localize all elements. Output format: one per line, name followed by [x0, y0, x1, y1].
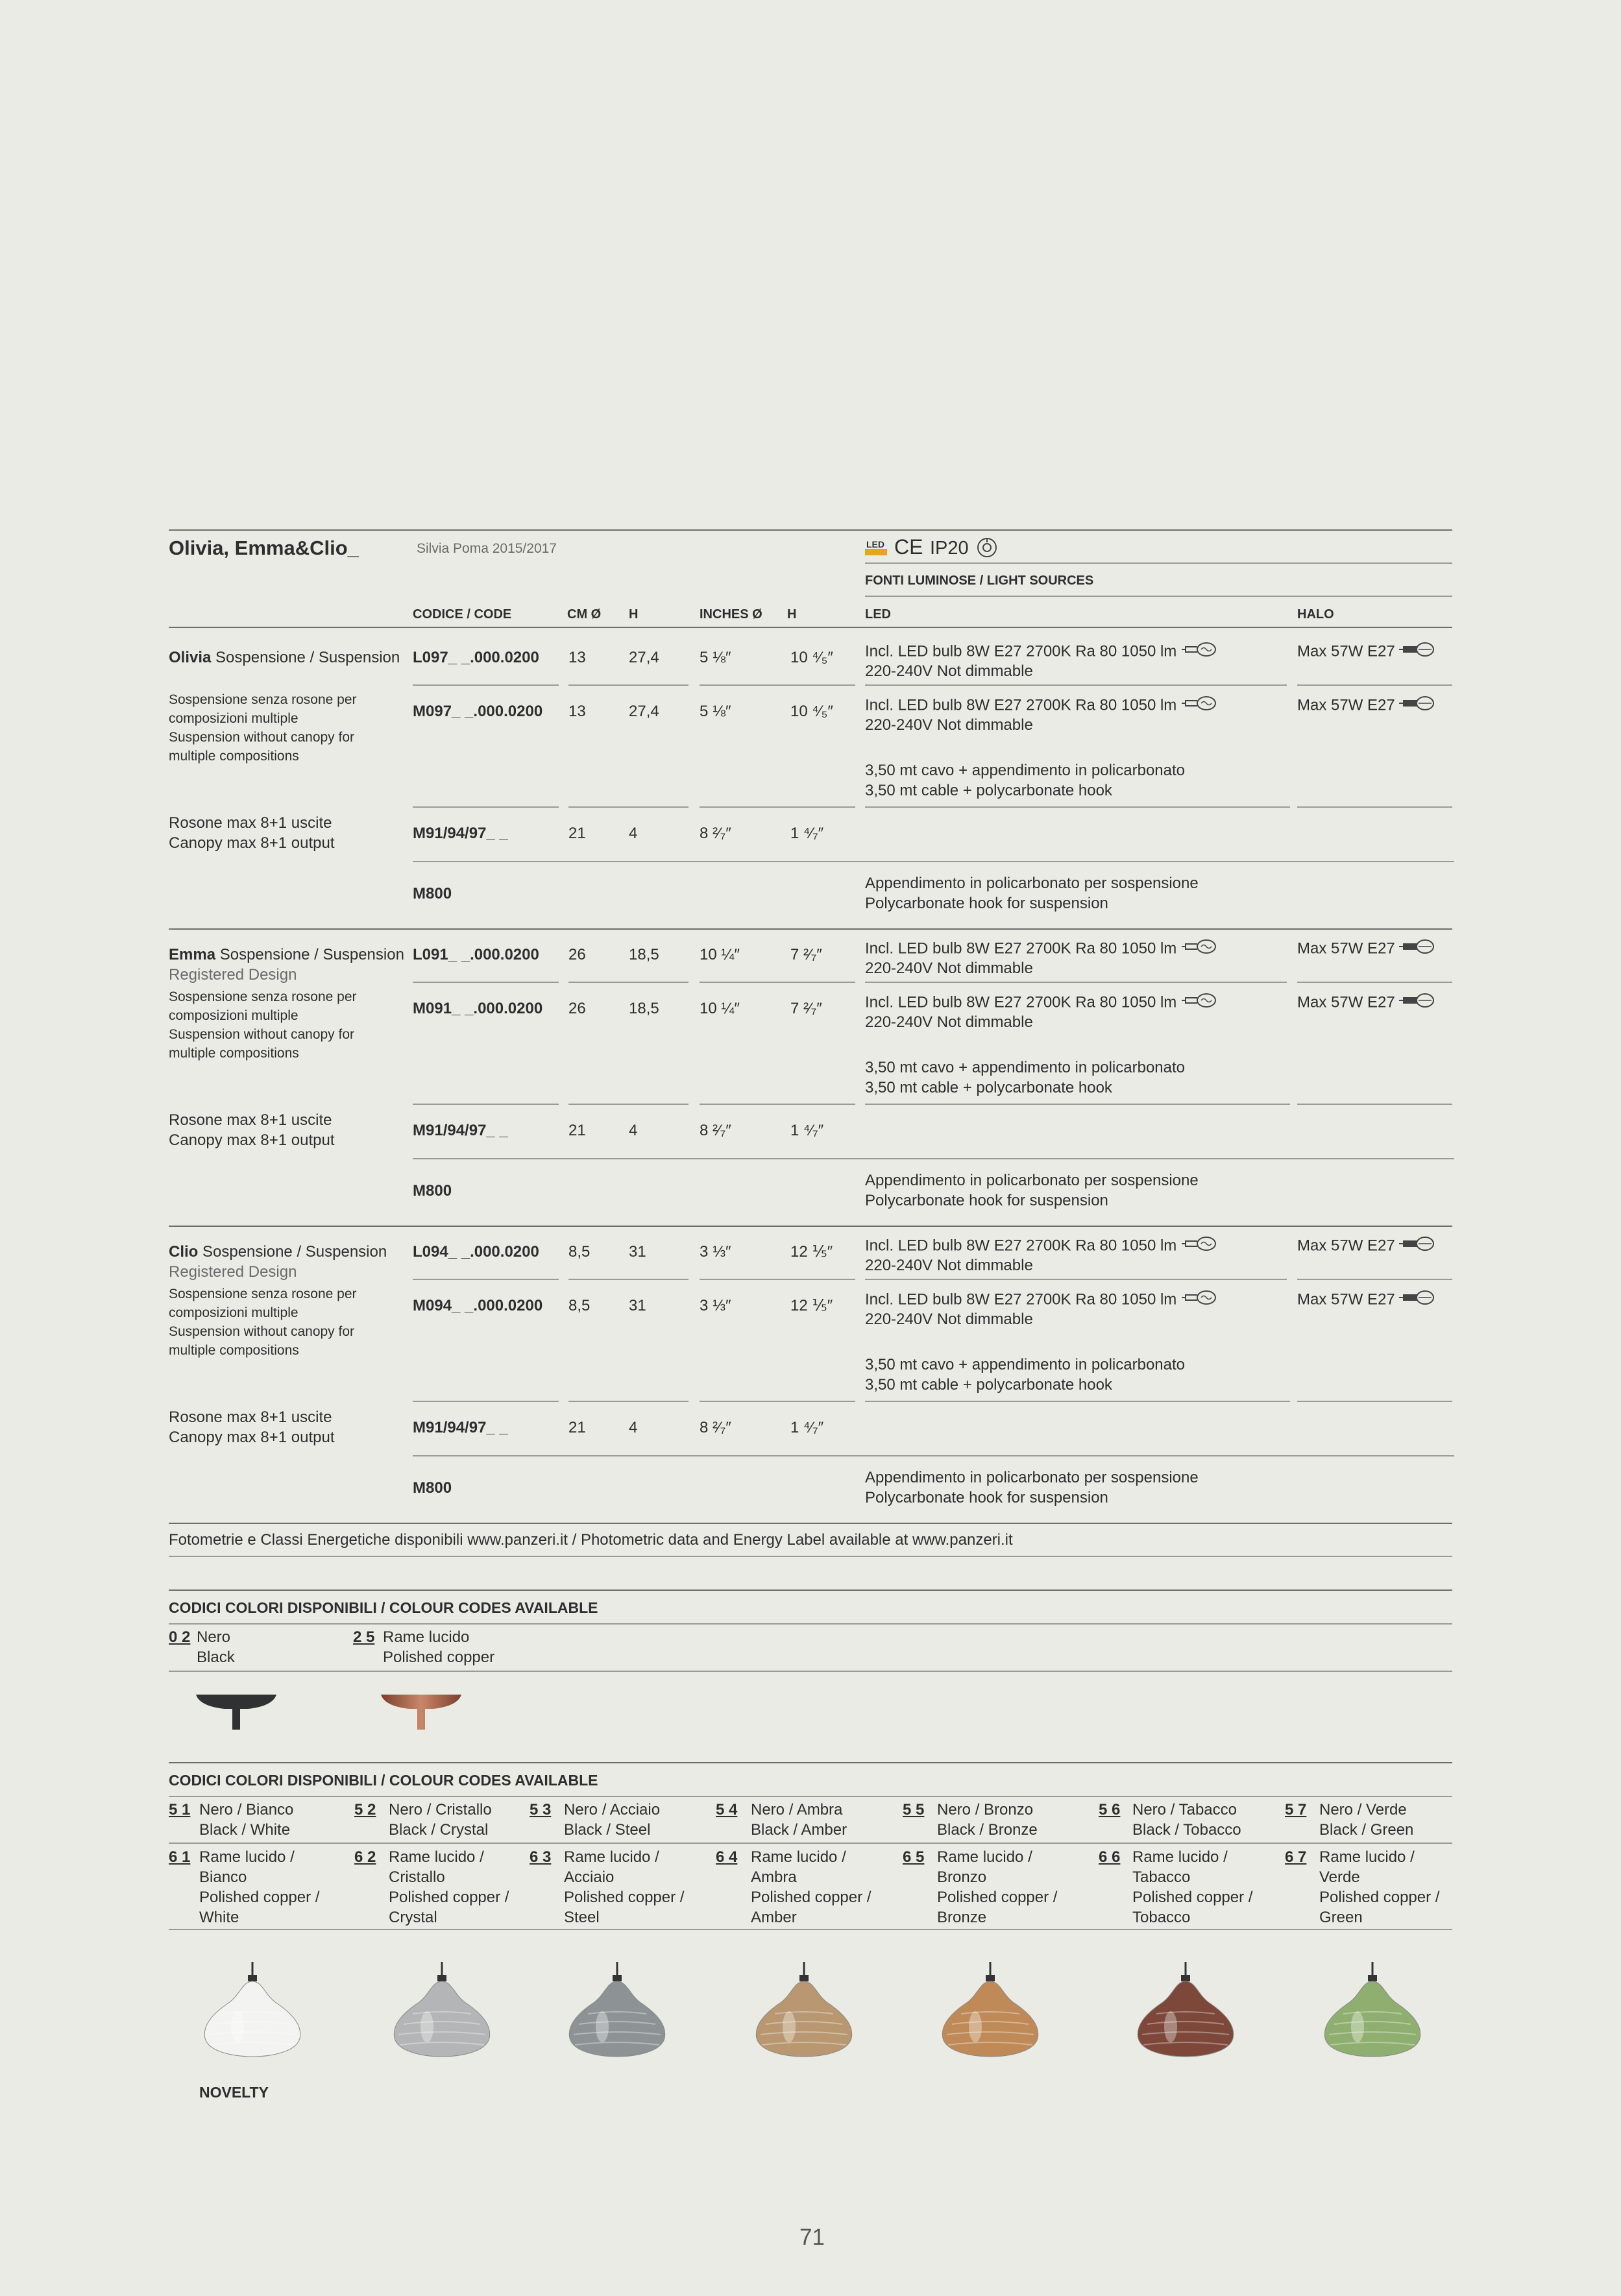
rule	[169, 1589, 1452, 1591]
rule	[413, 1104, 559, 1105]
colour-name: Polished copper /	[937, 1889, 1058, 1906]
colour-code: 5 6	[1099, 1801, 1121, 1819]
rule	[568, 684, 689, 686]
page-number: 71	[799, 2225, 825, 2250]
col-led: LED	[865, 607, 891, 622]
colour-code: 5 7	[1285, 1801, 1307, 1819]
canopy-h: 4	[629, 1122, 638, 1139]
colour-codes-heading-2: CODICI COLORI DISPONIBILI / COLOUR CODES AVAILABLE	[169, 1772, 598, 1789]
product-type: Sospensione / Suspension	[219, 946, 404, 963]
header-rule	[169, 627, 1452, 628]
no-canopy-text: multiple compositions	[169, 749, 299, 764]
rule	[568, 982, 689, 983]
colour-name: Nero / Bronzo	[937, 1801, 1034, 1819]
hook-text: Polycarbonate hook for suspension	[865, 1489, 1108, 1506]
rule	[865, 596, 1452, 597]
no-canopy-text: Suspension without canopy for	[169, 1324, 355, 1339]
canopy-in: 8 ²⁄₇″	[700, 1122, 731, 1139]
colour-name-it: Rame lucido	[383, 1628, 470, 1646]
led-spec	[865, 1235, 1218, 1257]
colour-name: Green	[1319, 1909, 1363, 1926]
section-rule	[169, 1523, 1452, 1524]
colour-name: Polished copper /	[1132, 1889, 1253, 1906]
rule	[1297, 982, 1452, 983]
no-canopy-text: Sospensione senza rosone per	[169, 692, 357, 707]
colour-code: 6 3	[530, 1848, 552, 1866]
rule	[169, 1671, 1452, 1672]
canopy-in: 8 ²⁄₇″	[700, 825, 731, 842]
colour-name: Black / Steel	[564, 1821, 651, 1839]
rule	[568, 1401, 689, 1402]
diameter-cm: 13	[568, 649, 586, 666]
colour-name: Rame lucido /	[564, 1848, 659, 1866]
canopy-code: M91/94/97_ _	[413, 1122, 508, 1139]
colour-name: Rame lucido /	[1319, 1848, 1415, 1866]
rule	[169, 1796, 1452, 1797]
colour-code: 5 3	[530, 1801, 552, 1819]
height-cm: 31	[629, 1297, 646, 1314]
diameter-in: 5 ⅛″	[700, 649, 731, 666]
colour-name: Nero / Acciaio	[564, 1801, 661, 1819]
rule	[169, 1843, 1452, 1844]
product-code: L094_ _.000.0200	[413, 1243, 539, 1261]
led-spec	[865, 1289, 1218, 1311]
diameter-in: 10 ¼″	[700, 946, 740, 963]
section-rule	[169, 928, 1452, 930]
colour-name: Polished copper /	[199, 1889, 320, 1906]
colour-code: 6 6	[1099, 1848, 1121, 1866]
height-in: 10 ⁴⁄₅″	[790, 703, 833, 720]
canopy-cm: 21	[568, 1122, 586, 1139]
led-voltage: 220-240V Not dimmable	[865, 1013, 1033, 1031]
product-code: L091_ _.000.0200	[413, 946, 539, 963]
colour-code: 6 5	[903, 1848, 925, 1866]
canopy-hin: 1 ⁴⁄₇″	[790, 1122, 824, 1139]
colour-name: Nero / Ambra	[751, 1801, 843, 1819]
halo-spec	[1297, 938, 1435, 960]
glass-pendant-swatch	[562, 1962, 672, 2069]
colour-code: 6 1	[169, 1848, 191, 1866]
colour-name: Tobacco	[1132, 1909, 1191, 1926]
led-spec	[865, 695, 1218, 717]
height-in: 10 ⁴⁄₅″	[790, 649, 833, 666]
canopy-text: Canopy max 8+1 output	[169, 1429, 335, 1446]
halo-spec-text: Max 57W E27	[1297, 696, 1395, 714]
rule	[865, 806, 1290, 808]
colour-name: White	[199, 1909, 239, 1926]
halo-spec	[1297, 992, 1435, 1014]
no-canopy-text: composizioni multiple	[169, 1008, 299, 1023]
led-bulb-icon	[1180, 641, 1218, 663]
halo-bulb-icon	[1399, 695, 1435, 717]
rule	[700, 1401, 855, 1402]
rule	[700, 982, 855, 983]
colour-name: Polished copper /	[389, 1889, 509, 1906]
no-canopy-text: multiple compositions	[169, 1343, 299, 1358]
colour-name: Polished copper /	[564, 1889, 685, 1906]
colour-name: Nero / Verde	[1319, 1801, 1407, 1819]
colour-name: Polished copper /	[751, 1889, 871, 1906]
footnote: Fotometrie e Classi Energetiche disponibili www.panzeri.it / Photometric data and Energy Label available at www.panzeri.it	[169, 1531, 1013, 1549]
led-spec-text: Incl. LED bulb 8W E27 2700K Ra 80 1050 lm	[865, 1237, 1177, 1255]
hook-code: M800	[413, 1479, 452, 1497]
led-bulb-icon	[1180, 695, 1218, 717]
product-name-bold: Emma	[169, 946, 216, 963]
height-in: 7 ²⁄₇″	[790, 1000, 822, 1017]
rule	[865, 982, 1287, 983]
led-voltage: 220-240V Not dimmable	[865, 716, 1033, 734]
halo-spec	[1297, 695, 1435, 717]
product-code: M094_ _.000.0200	[413, 1297, 543, 1314]
cable-spec: 3,50 mt cavo + appendimento in policarbonato	[865, 762, 1185, 779]
glass-pendant-swatch	[387, 1962, 497, 2069]
rule	[568, 1104, 689, 1105]
product-name-bold: Clio	[169, 1243, 199, 1261]
colour-name: Bronze	[937, 1909, 987, 1926]
hook-text: Appendimento in policarbonato per sospensione	[865, 1172, 1199, 1189]
led-spec-text: Incl. LED bulb 8W E27 2700K Ra 80 1050 lm	[865, 1290, 1177, 1309]
no-canopy-text: composizioni multiple	[169, 711, 299, 726]
led-spec-text: Incl. LED bulb 8W E27 2700K Ra 80 1050 lm	[865, 642, 1177, 660]
canopy-code: M91/94/97_ _	[413, 825, 508, 842]
colour-code: 6 4	[716, 1848, 738, 1866]
canopy-h: 4	[629, 1419, 638, 1436]
dimmer-icon	[976, 537, 998, 562]
halo-spec-text: Max 57W E27	[1297, 993, 1395, 1011]
rule	[413, 806, 559, 808]
halo-bulb-icon	[1399, 992, 1435, 1014]
canopy-text: Rosone max 8+1 uscite	[169, 1111, 332, 1129]
colour-name: Amber	[751, 1909, 797, 1926]
led-voltage: 220-240V Not dimmable	[865, 1257, 1033, 1274]
colour-name: Nero / Bianco	[199, 1801, 294, 1819]
rule	[413, 861, 1454, 862]
canopy-text: Rosone max 8+1 uscite	[169, 1408, 332, 1426]
rule	[169, 1623, 1452, 1625]
led-spec	[865, 641, 1218, 663]
diameter-cm: 26	[568, 946, 586, 963]
colour-name: Ambra	[751, 1868, 797, 1886]
canopy-hin: 1 ⁴⁄₇″	[790, 825, 824, 842]
cable-spec: 3,50 mt cable + polycarbonate hook	[865, 1376, 1112, 1394]
led-bulb-icon	[1180, 992, 1218, 1014]
led-voltage: 220-240V Not dimmable	[865, 960, 1033, 977]
rule	[568, 1279, 689, 1280]
product-type: Sospensione / Suspension	[215, 649, 400, 666]
colour-name-en: Polished copper	[383, 1649, 495, 1666]
ip20-label: IP20	[930, 538, 969, 559]
colour-code: 6 2	[354, 1848, 376, 1866]
svg-text:LED: LED	[866, 539, 884, 550]
copper-canopy-swatch	[380, 1692, 464, 1734]
colour-name: Rame lucido /	[751, 1848, 846, 1866]
colour-name: Polished copper /	[1319, 1889, 1440, 1906]
rule	[568, 806, 689, 808]
height-cm: 18,5	[629, 1000, 659, 1017]
col-cm: CM Ø	[567, 607, 602, 622]
black-canopy-swatch	[195, 1692, 279, 1734]
halo-bulb-icon	[1399, 1289, 1435, 1311]
led-voltage: 220-240V Not dimmable	[865, 662, 1033, 680]
rule	[169, 1556, 1452, 1557]
hook-text: Polycarbonate hook for suspension	[865, 1192, 1108, 1209]
col-code: CODICE / CODE	[413, 607, 512, 622]
rule	[865, 684, 1287, 686]
rule	[413, 1279, 559, 1280]
rule	[700, 1279, 855, 1280]
rule	[413, 684, 559, 686]
hook-text: Polycarbonate hook for suspension	[865, 895, 1108, 912]
no-canopy-text: Suspension without canopy for	[169, 730, 355, 745]
led-spec	[865, 938, 1218, 960]
diameter-cm: 26	[568, 1000, 586, 1017]
canopy-text: Rosone max 8+1 uscite	[169, 814, 332, 832]
rule	[1297, 1279, 1452, 1280]
colour-name: Black / Tobacco	[1132, 1821, 1241, 1839]
colour-name: Nero / Tabacco	[1132, 1801, 1237, 1819]
colour-name-it: Nero	[197, 1628, 231, 1646]
led-spec-text: Incl. LED bulb 8W E27 2700K Ra 80 1050 lm	[865, 939, 1177, 958]
halo-bulb-icon	[1399, 938, 1435, 960]
no-canopy-text: composizioni multiple	[169, 1305, 299, 1320]
product-type: Sospensione / Suspension	[202, 1243, 387, 1261]
colour-code: 5 1	[169, 1801, 191, 1819]
ce-mark: CE	[894, 535, 923, 559]
diameter-cm: 13	[568, 703, 586, 720]
colour-name: Black / Green	[1319, 1821, 1414, 1839]
no-canopy-text: Suspension without canopy for	[169, 1027, 355, 1042]
led-spec-text: Incl. LED bulb 8W E27 2700K Ra 80 1050 lm	[865, 993, 1177, 1011]
diameter-in: 10 ¼″	[700, 1000, 740, 1017]
rule	[169, 1929, 1452, 1930]
height-cm: 31	[629, 1243, 646, 1261]
canopy-h: 4	[629, 825, 638, 842]
cable-spec: 3,50 mt cable + polycarbonate hook	[865, 782, 1112, 799]
colour-name: Black / White	[199, 1821, 291, 1839]
rule	[700, 1104, 855, 1105]
rule	[413, 1401, 559, 1402]
height-in: 12 ⅕″	[790, 1243, 833, 1261]
registered-design: Registered Design	[169, 1263, 297, 1281]
led-icon	[865, 538, 887, 561]
product-code: L097_ _.000.0200	[413, 649, 539, 666]
diameter-cm: 8,5	[568, 1297, 591, 1314]
col-h-inches: H	[787, 607, 797, 622]
led-spec-text: Incl. LED bulb 8W E27 2700K Ra 80 1050 lm	[865, 696, 1177, 714]
colour-code: 5 2	[354, 1801, 376, 1819]
section-rule	[169, 1226, 1452, 1227]
glass-pendant-swatch	[1130, 1962, 1241, 2069]
rule	[865, 562, 1452, 564]
cable-spec: 3,50 mt cavo + appendimento in policarbonato	[865, 1356, 1185, 1373]
colour-name: Crystal	[389, 1909, 437, 1926]
canopy-text: Canopy max 8+1 output	[169, 1131, 335, 1149]
rule	[169, 1762, 1452, 1763]
top-rule	[169, 529, 1452, 531]
colour-name: Rame lucido /	[937, 1848, 1032, 1866]
rule	[1297, 1401, 1452, 1402]
product-name	[169, 647, 400, 668]
colour-name: Black / Crystal	[389, 1821, 489, 1839]
led-bulb-icon	[1180, 1235, 1218, 1257]
canopy-cm: 21	[568, 825, 586, 842]
cable-spec: 3,50 mt cavo + appendimento in policarbonato	[865, 1059, 1185, 1076]
diameter-in: 3 ⅓″	[700, 1243, 731, 1261]
rule	[865, 1401, 1290, 1402]
novelty-label: NOVELTY	[199, 2084, 269, 2101]
colour-name: Verde	[1319, 1868, 1360, 1886]
hook-code: M800	[413, 1182, 452, 1200]
col-h: H	[629, 607, 639, 622]
halo-spec	[1297, 1289, 1435, 1311]
cable-spec: 3,50 mt cable + polycarbonate hook	[865, 1079, 1112, 1096]
canopy-hin: 1 ⁴⁄₇″	[790, 1419, 824, 1436]
no-canopy-text: multiple compositions	[169, 1046, 299, 1061]
colour-name: Cristallo	[389, 1868, 445, 1886]
colour-codes-heading: CODICI COLORI DISPONIBILI / COLOUR CODES AVAILABLE	[169, 1599, 598, 1616]
designer-label: Silvia Poma 2015/2017	[417, 541, 557, 556]
diameter-in: 5 ⅛″	[700, 703, 731, 720]
colour-code: 6 7	[1285, 1848, 1307, 1866]
hook-code: M800	[413, 885, 452, 902]
colour-name: Black / Amber	[751, 1821, 847, 1839]
halo-spec-text: Max 57W E27	[1297, 1237, 1395, 1255]
diameter-in: 3 ⅓″	[700, 1297, 731, 1314]
halo-spec	[1297, 641, 1435, 663]
height-in: 7 ²⁄₇″	[790, 946, 822, 963]
glass-pendant-swatch	[749, 1962, 859, 2069]
hook-text: Appendimento in policarbonato per sospensione	[865, 1469, 1199, 1486]
canopy-code: M91/94/97_ _	[413, 1419, 508, 1436]
halo-bulb-icon	[1399, 641, 1435, 663]
glass-pendant-swatch	[935, 1962, 1045, 2069]
rule	[700, 806, 855, 808]
product-code: M097_ _.000.0200	[413, 703, 543, 720]
halo-spec	[1297, 1235, 1435, 1257]
glass-pendant-swatch	[1317, 1962, 1428, 2069]
no-canopy-text: Sospensione senza rosone per	[169, 1287, 357, 1301]
rule	[865, 1279, 1287, 1280]
colour-name: Tabacco	[1132, 1868, 1191, 1886]
halo-spec-text: Max 57W E27	[1297, 1290, 1395, 1309]
product-name	[169, 1242, 387, 1262]
glass-pendant-swatch	[197, 1962, 308, 2069]
registered-design: Registered Design	[169, 966, 297, 984]
light-sources-heading: FONTI LUMINOSE / LIGHT SOURCES	[865, 574, 1094, 588]
height-cm: 27,4	[629, 649, 659, 666]
canopy-text: Canopy max 8+1 output	[169, 834, 335, 852]
col-inches: INCHES Ø	[700, 607, 762, 622]
colour-code: 0 2	[169, 1628, 191, 1646]
canopy-in: 8 ²⁄₇″	[700, 1419, 731, 1436]
colour-name: Bronzo	[937, 1868, 987, 1886]
rule	[413, 982, 559, 983]
rule	[1297, 1104, 1452, 1105]
product-name-bold: Olivia	[169, 649, 212, 666]
colour-name-en: Black	[197, 1649, 235, 1666]
page-title: Olivia, Emma&Clio_	[169, 537, 359, 559]
height-cm: 27,4	[629, 703, 659, 720]
product-code: M091_ _.000.0200	[413, 1000, 543, 1017]
led-voltage: 220-240V Not dimmable	[865, 1311, 1033, 1328]
colour-code: 5 5	[903, 1801, 925, 1819]
rule	[865, 1104, 1290, 1105]
colour-name: Rame lucido /	[389, 1848, 484, 1866]
colour-name: Bianco	[199, 1868, 247, 1886]
col-halo: HALO	[1297, 607, 1334, 622]
colour-code: 5 4	[716, 1801, 738, 1819]
height-in: 12 ⅕″	[790, 1297, 833, 1314]
rule	[413, 1455, 1454, 1456]
rule	[413, 1158, 1454, 1159]
colour-name: Nero / Cristallo	[389, 1801, 492, 1819]
product-name	[169, 945, 404, 965]
colour-name: Steel	[564, 1909, 600, 1926]
colour-code: 2 5	[353, 1628, 375, 1646]
colour-name: Acciaio	[564, 1868, 615, 1886]
halo-spec-text: Max 57W E27	[1297, 642, 1395, 660]
colour-name: Rame lucido /	[1132, 1848, 1228, 1866]
colour-name: Black / Bronze	[937, 1821, 1038, 1839]
diameter-cm: 8,5	[568, 1243, 591, 1261]
halo-spec-text: Max 57W E27	[1297, 939, 1395, 958]
height-cm: 18,5	[629, 946, 659, 963]
halo-bulb-icon	[1399, 1235, 1435, 1257]
colour-name: Rame lucido /	[199, 1848, 295, 1866]
rule	[700, 684, 855, 686]
no-canopy-text: Sospensione senza rosone per	[169, 989, 357, 1004]
led-bulb-icon	[1180, 938, 1218, 960]
canopy-cm: 21	[568, 1419, 586, 1436]
led-bulb-icon	[1180, 1289, 1218, 1311]
rule	[1297, 684, 1452, 686]
hook-text: Appendimento in policarbonato per sospensione	[865, 875, 1199, 892]
led-spec	[865, 992, 1218, 1014]
rule	[1297, 806, 1452, 808]
